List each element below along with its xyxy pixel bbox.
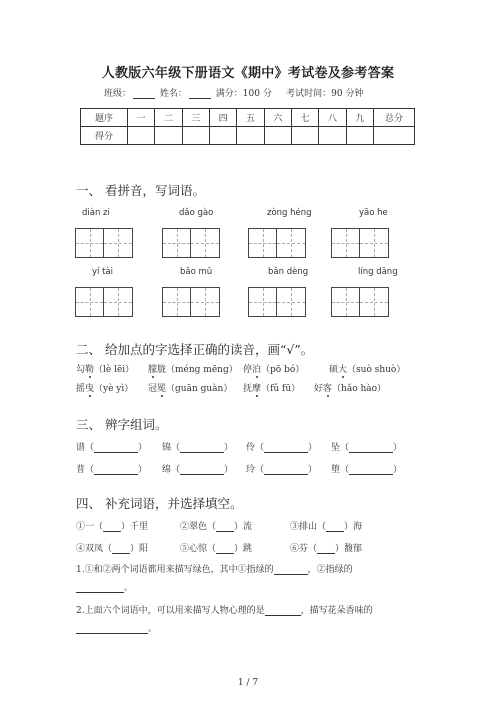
score-cell[interactable] xyxy=(182,127,209,145)
writing-cell[interactable] xyxy=(332,229,360,257)
exam-info-line xyxy=(104,86,363,99)
writing-box[interactable] xyxy=(75,228,133,258)
writing-cell[interactable] xyxy=(163,288,191,316)
writing-cell[interactable] xyxy=(360,288,388,316)
writing-box[interactable] xyxy=(248,287,306,317)
pinyin-label: bǎo mǔ xyxy=(180,267,213,277)
score-cell[interactable] xyxy=(128,127,155,145)
answer-blank[interactable] xyxy=(274,565,308,575)
idiom-fill-item[interactable]: ①一（ ）千里 xyxy=(76,522,149,532)
writing-cell[interactable] xyxy=(104,229,132,257)
answer-blank[interactable] xyxy=(265,606,301,616)
writing-box[interactable] xyxy=(75,287,133,317)
score-header-row xyxy=(81,109,415,127)
section-3-heading: 三、 辨字组词。 xyxy=(76,417,168,432)
question-2: 2.上面六个词语中，可以用来描写人物心理的是 ，描写花朵香味的 xyxy=(76,606,373,616)
reading-option[interactable]: 摇曳（yè yì） xyxy=(76,381,133,394)
score-row-label: 得分 xyxy=(81,127,128,145)
answer-blank[interactable] xyxy=(76,583,124,593)
reading-option[interactable]: 勾勒（lè lēi） xyxy=(76,362,134,375)
pinyin-label: zòng héng xyxy=(267,208,312,218)
writing-cell[interactable] xyxy=(332,288,360,316)
word-pair-item[interactable]: 锦（ ） xyxy=(162,443,234,453)
writing-cell[interactable] xyxy=(249,288,277,316)
pinyin-label: bǎn dèng xyxy=(268,267,309,277)
score-header-cell: 三 xyxy=(182,109,209,127)
writing-cell[interactable] xyxy=(277,288,305,316)
class-blank[interactable] xyxy=(133,89,155,99)
reading-option[interactable]: 好客（hǎo hào） xyxy=(314,381,386,394)
score-header-cell: 五 xyxy=(237,109,264,127)
score-cell[interactable] xyxy=(291,127,318,145)
pinyin-label: líng dāng xyxy=(358,267,398,277)
section-2-heading: 二、 给加点的字选择正确的读音，画“√”。 xyxy=(76,342,314,357)
pinyin-label: diàn zi xyxy=(82,208,110,218)
score-cell[interactable] xyxy=(374,127,415,145)
reading-option[interactable]: 朦胧（méng mēng） xyxy=(148,362,238,375)
score-cell[interactable] xyxy=(264,127,291,145)
writing-cell[interactable] xyxy=(104,288,132,316)
full-score: 满分：100 分 xyxy=(215,89,272,99)
score-table xyxy=(80,108,415,145)
question-1: 1.①和②两个词语都用来描写绿色，其中①指绿的 ，②指绿的 xyxy=(76,565,353,575)
score-header-cell: 六 xyxy=(264,109,291,127)
pinyin-label: yāo he xyxy=(359,208,388,218)
class-label: 班级： xyxy=(104,89,132,99)
writing-cell[interactable] xyxy=(76,288,104,316)
name-blank[interactable] xyxy=(189,89,211,99)
score-header-cell: 二 xyxy=(155,109,182,127)
score-header-cell: 一 xyxy=(128,109,155,127)
page-number: 1 / 7 xyxy=(237,678,259,688)
reading-option[interactable]: 停泊（pō bó） xyxy=(243,362,304,375)
question-2-continued: 。 xyxy=(76,621,157,634)
writing-cell[interactable] xyxy=(163,229,191,257)
score-header-cell: 四 xyxy=(209,109,236,127)
score-value-row xyxy=(81,127,415,145)
word-pair-item[interactable]: 玲（ ） xyxy=(246,465,318,475)
writing-cell[interactable] xyxy=(249,229,277,257)
answer-blank[interactable] xyxy=(76,624,148,634)
score-header-cell: 题序 xyxy=(81,109,128,127)
writing-cell[interactable] xyxy=(76,229,104,257)
writing-cell[interactable] xyxy=(191,288,219,316)
writing-cell[interactable] xyxy=(277,229,305,257)
word-pair-item[interactable]: 谱（ ） xyxy=(76,443,148,453)
pinyin-label: yí tài xyxy=(92,267,113,277)
score-cell[interactable] xyxy=(237,127,264,145)
reading-option[interactable]: 抚摩（fǔ fū） xyxy=(243,381,300,394)
question-1-continued: 。 xyxy=(76,580,133,593)
writing-box[interactable] xyxy=(331,287,389,317)
score-cell[interactable] xyxy=(155,127,182,145)
idiom-fill-item[interactable]: ③排山（ ）海 xyxy=(290,522,363,532)
writing-box[interactable] xyxy=(162,228,220,258)
writing-cell[interactable] xyxy=(191,229,219,257)
score-header-cell: 总分 xyxy=(374,109,415,127)
section-4-heading: 四、 补充词语，并选择填空。 xyxy=(76,496,243,511)
idiom-fill-item[interactable]: ④双凤（ ）阳 xyxy=(76,544,149,554)
word-pair-item[interactable]: 堕（ ） xyxy=(331,465,403,475)
idiom-fill-item[interactable]: ②翠色（ ）流 xyxy=(180,522,253,532)
score-cell[interactable] xyxy=(319,127,346,145)
writing-box[interactable] xyxy=(248,228,306,258)
reading-option[interactable]: 硕大（suò shuò） xyxy=(329,362,405,375)
writing-box[interactable] xyxy=(331,228,389,258)
writing-box[interactable] xyxy=(162,287,220,317)
score-header-cell: 七 xyxy=(291,109,318,127)
score-header-cell: 八 xyxy=(319,109,346,127)
score-cell[interactable] xyxy=(209,127,236,145)
word-pair-item[interactable]: 伶（ ） xyxy=(246,443,318,453)
word-pair-item[interactable]: 坠（ ） xyxy=(331,443,403,453)
word-pair-item[interactable]: 绵（ ） xyxy=(162,465,234,475)
writing-cell[interactable] xyxy=(360,229,388,257)
score-cell[interactable] xyxy=(346,127,373,145)
word-pair-item[interactable]: 普（ ） xyxy=(76,465,148,475)
idiom-fill-item[interactable]: ⑤心惊（ ）跳 xyxy=(180,544,253,554)
idiom-fill-item[interactable]: ⑥芬（ ）馥郁 xyxy=(290,544,363,554)
page-title: 人教版六年级下册语文《期中》考试卷及参考答案 xyxy=(101,66,395,81)
score-header-cell: 九 xyxy=(346,109,373,127)
pinyin-label: dǎo gào xyxy=(179,208,214,218)
section-1-heading: 一、 看拼音，写词语。 xyxy=(76,183,205,198)
reading-option[interactable]: 冠冕（guān guàn） xyxy=(148,381,232,394)
name-label: 姓名： xyxy=(159,89,187,99)
exam-time: 考试时间：90 分钟 xyxy=(286,89,364,99)
